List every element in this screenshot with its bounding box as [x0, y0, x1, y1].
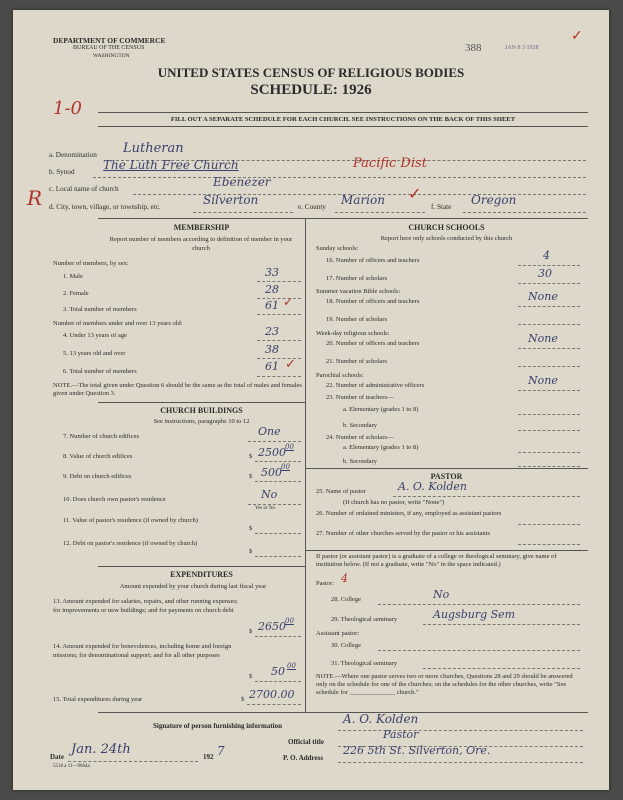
q28-value: No — [433, 588, 450, 601]
q18-value: None — [528, 290, 558, 303]
instruction-line: FILL OUT A SEPARATE SCHEDULE FOR EACH CHURCH. SEE INSTRUCTIONS ON THE BACK OF THIS SHEET — [170, 116, 516, 123]
q22-label: 22. Number of administrative officers — [326, 382, 425, 389]
form-schedule: SCHEDULE: 1926 — [250, 82, 372, 98]
q13-value: 2650 — [258, 620, 286, 633]
q20-value: None — [528, 332, 558, 345]
county-value: Marion — [341, 193, 385, 207]
expenditures-sub: Amount expended by your church during last fiscal year — [119, 583, 267, 590]
q14-cents: 00 — [287, 662, 296, 670]
q28-label: 28. College — [331, 596, 361, 603]
county-check-mark: ✓ — [408, 186, 422, 203]
year-suffix: 7 — [217, 744, 225, 758]
q13-dollar: $ — [249, 628, 253, 635]
q2-value: 28 — [265, 283, 279, 296]
red-check-mark: ✓ — [571, 29, 583, 44]
membership-intro: Report number of members according to definition of member in your church — [109, 236, 293, 252]
q16-value: 4 — [543, 249, 550, 262]
q24-label: 24. Number of scholars— — [326, 434, 394, 441]
q23-label: 23. Number of teachers— — [326, 394, 394, 401]
state-label: f. State — [431, 203, 452, 211]
q23a-label: a. Elementary (grades 1 to 8) — [343, 406, 419, 413]
assistant-label: Assistant pastor: — [316, 630, 360, 637]
sunday-heading: Sunday schools: — [316, 245, 359, 252]
q14-dollar: $ — [249, 673, 253, 680]
q29-label: 29. Theological seminary — [331, 616, 398, 623]
membership-title: MEMBERSHIP — [173, 223, 230, 232]
buildings-sub: See instructions, paragraphs 10 to 12 — [153, 418, 250, 425]
q10-label: 10. Does church own pastor's residence — [63, 496, 166, 503]
q24b-label: b. Secondary — [343, 458, 377, 465]
official-title-value: Pastor — [383, 728, 419, 741]
signature-label: Signature of person furnishing information — [153, 722, 282, 730]
summer-heading: Summer vacation Bible schools: — [316, 288, 401, 295]
schools-title: CHURCH SCHOOLS — [408, 223, 485, 232]
expenditures-title: EXPENDITURES — [170, 570, 233, 579]
local-name-value: Ebenezer — [213, 175, 271, 189]
year-prefix: 192 — [203, 753, 214, 761]
city-town-value: Silverton — [203, 193, 259, 207]
q26-label: 26. Number of ordained ministers, if any, employed as assistant pastors — [316, 510, 502, 517]
q10-value: No — [261, 488, 278, 501]
q15-label: 15. Total expenditures during year — [53, 696, 143, 703]
q17-value: 30 — [538, 267, 552, 280]
q15-value: 2700.00 — [249, 688, 295, 701]
q7-value: One — [258, 425, 281, 438]
q23b-label: b. Secondary — [343, 422, 377, 429]
q3-check-mark: ✓ — [283, 295, 294, 309]
q17-label: 17. Number of scholars — [326, 275, 388, 282]
red-r-mark: R — [27, 186, 43, 210]
pastor-title: PASTOR — [430, 472, 463, 481]
q29-value: Augsburg Sem — [433, 608, 516, 621]
q7-label: 7. Number of church edifices — [63, 433, 139, 440]
denomination-value: Lutheran — [123, 141, 184, 156]
synod-label: b. Synod — [49, 168, 75, 176]
yes-no-hint: Yes or No — [255, 506, 276, 511]
q9-value: 500 — [261, 466, 282, 479]
schools-intro: Report here only schools conducted by this church — [380, 235, 513, 242]
graduate-note: If pastor (or assistant pastor) is a graduate of a college or theological seminary, give name of institution below. (If not a graduate, write "No" in the space indicated.) — [316, 553, 557, 568]
date-value: Jan. 24th — [71, 742, 131, 757]
q5-label: 5. 13 years old and over — [63, 350, 126, 357]
q5-value: 38 — [265, 343, 279, 356]
q12-label: 12. Debt on pastor's residence (if owned by church) — [63, 540, 198, 547]
q9-label: 9. Debt on church edifices — [63, 473, 132, 480]
q20-label: 20. Number of officers and teachers — [326, 340, 420, 347]
signature-value: A. O. Kolden — [343, 712, 419, 726]
q9-dollar: $ — [249, 473, 253, 480]
q3-value: 61 — [265, 299, 279, 312]
q14-value: 50 — [271, 665, 285, 678]
q25-note: (If church has no pastor, write "None") — [343, 499, 445, 506]
q22-value: None — [528, 374, 558, 387]
state-value: Oregon — [471, 193, 517, 207]
sex-heading: Number of members, by sex: — [53, 260, 129, 267]
q6-label: 6. Total number of members — [63, 368, 137, 375]
weekday-heading: Week-day religious schools: — [316, 330, 390, 337]
q11-label: 11. Value of pastor's residence (if owned by church) — [63, 517, 198, 524]
address-value: 226 5th St. Silverton, Ore. — [343, 744, 491, 757]
stamp-number: 388 — [465, 42, 482, 54]
buildings-title: CHURCH BUILDINGS — [160, 406, 243, 415]
parochial-heading: Parochial schools: — [316, 372, 364, 379]
q30-label: 30. College — [331, 642, 361, 649]
q8-dollar: $ — [249, 453, 253, 460]
city-town-label: d. City, town, village, or township, etc. — [49, 203, 161, 211]
q11-dollar: $ — [249, 525, 253, 532]
q12-dollar: $ — [249, 548, 253, 555]
address-label: P. O. Address — [283, 754, 324, 762]
q1-label: 1. Male — [63, 273, 83, 280]
q31-label: 31. Theological seminary — [331, 660, 398, 667]
form-title: UNITED STATES CENSUS OF RELIGIOUS BODIES — [157, 65, 465, 80]
q3-label: 3. Total number of members — [63, 306, 137, 313]
q19-label: 19. Number of scholars — [326, 316, 388, 323]
stamp-date: JAN 8 3 1928 — [505, 45, 539, 51]
q6-check-mark: ✓ — [285, 356, 296, 371]
q21-label: 21. Number of scholars — [326, 358, 388, 365]
pastor-red-mark: 4 — [341, 572, 348, 585]
q15-dollar: $ — [241, 696, 245, 703]
bureau-label: BUREAU OF THE CENSUS — [73, 45, 145, 51]
q4-label: 4. Under 13 years of age — [63, 332, 127, 339]
q27-label: 27. Number of other churches served by the pastor or his assistants — [316, 530, 491, 537]
city-label: WASHINGTON — [93, 53, 130, 59]
official-title-label: Official title — [288, 738, 324, 746]
q24a-label: a. Elementary (grades 1 to 8) — [343, 444, 419, 451]
q18-label: 18. Number of officers and teachers — [326, 298, 420, 305]
q8-value: 2500 — [258, 446, 286, 459]
q13-label: 13. Amount expended for salaries, repairs, and other running expenses; for improvements or new buildings; and for payments on church debt — [53, 598, 238, 614]
pastor-note: NOTE.—Where one pastor serves two or more churches, Questions 28 and 29 should be answered only on the schedule for one of the churches; on the schedules for the other churches, write "See schedule for ______________ church." — [316, 673, 573, 696]
age-heading: Number of members under and over 13 years old: — [53, 320, 183, 327]
q8-cents: 00 — [285, 443, 294, 451]
pastor-label: Pastor: — [316, 580, 335, 587]
q9-cents: 00 — [281, 463, 290, 471]
denomination-label: a. Denomination — [49, 151, 97, 159]
red-code-mark: 1-0 — [53, 98, 82, 119]
q1-value: 33 — [265, 266, 279, 279]
q13-cents: 00 — [285, 617, 294, 625]
q2-label: 2. Female — [63, 290, 89, 297]
local-name-label: c. Local name of church — [49, 185, 119, 193]
department-label: DEPARTMENT OF COMMERCE — [53, 36, 166, 45]
membership-note: NOTE.—The total given under Question 6 should be the same as the total of males and females given under Question 3. — [53, 382, 302, 397]
date-label: Date — [50, 753, 64, 761]
synod-district-value: Pacific Dist — [353, 156, 427, 171]
census-form — [13, 10, 609, 790]
q25-label: 25. Name of pastor — [316, 488, 366, 495]
q25-value: A. O. Kolden — [398, 480, 468, 493]
q8-label: 8. Value of church edifices — [63, 453, 133, 460]
q14-label: 14. Amount expended for benevolences, including home and foreign missions; for denominational support; and for all other purposes — [53, 643, 232, 659]
synod-value: The Luth Free Church — [103, 158, 239, 172]
q6-value: 61 — [265, 360, 279, 373]
q4-value: 23 — [265, 325, 279, 338]
county-label: e. County — [298, 203, 326, 211]
q16-label: 16. Number of officers and teachers — [326, 257, 420, 264]
form-number: 5518 a 11—9664a — [53, 764, 90, 769]
